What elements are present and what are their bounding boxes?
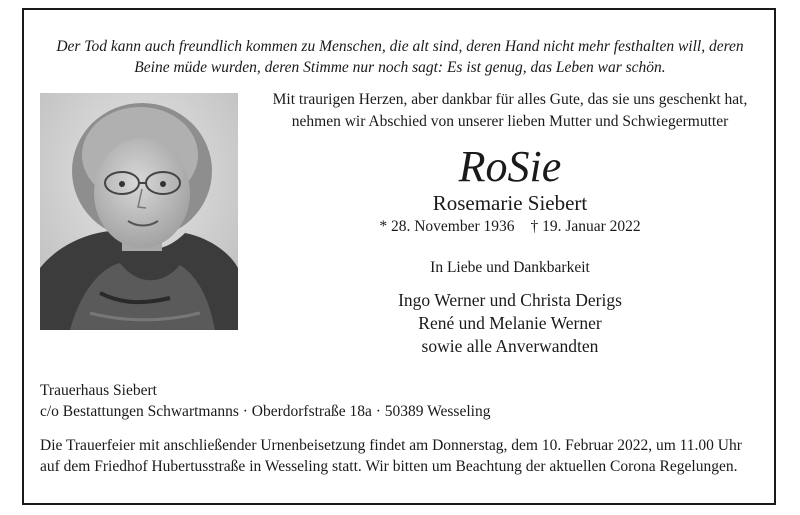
motto-line: Beine müde wurden, deren Stimme nur noch sagt: Es ist genug, das Leben war schön. <box>134 59 666 76</box>
mourner-line: René und Melanie Werner <box>418 313 602 333</box>
service-line: auf dem Friedhof Hubertusstraße in Wesseling statt. Wir bitten um Beachtung der aktuellen Corona Regelungen. <box>40 458 738 475</box>
birth-date: * 28. November 1936 <box>379 218 515 235</box>
motto-quote <box>40 36 760 78</box>
life-dates <box>250 216 770 238</box>
deceased-nickname: RoSie <box>458 142 562 191</box>
intro-line: nehmen wir Abschied von unserer lieben Mutter und Schwiegermutter <box>291 113 729 130</box>
funeral-service-info <box>40 435 770 477</box>
motto-line: Der Tod kann auch freundlich kommen zu Menschen, die alt sind, deren Hand nicht mehr festhalten will, deren <box>56 38 744 55</box>
mourner-line: sowie alle Anverwandten <box>421 336 599 356</box>
portrait-photo <box>40 93 238 330</box>
greeting: In Liebe und Dankbarkeit <box>430 259 590 276</box>
death-date: † 19. Januar 2022 <box>530 218 641 235</box>
mourners-list <box>250 289 770 358</box>
portrait-image <box>40 93 238 330</box>
deceased-full-name: Rosemarie Siebert <box>432 191 588 215</box>
mourning-address <box>40 380 760 422</box>
intro-text <box>250 89 770 133</box>
address-line: Trauerhaus Siebert <box>40 382 157 399</box>
address-line: c/o Bestattungen Schwartmanns · Oberdorfstraße 18a · 50389 Wesseling <box>40 403 491 420</box>
intro-line: Mit traurigen Herzen, aber dankbar für alles Gute, das sie uns geschenkt hat, <box>272 91 748 108</box>
mourner-line: Ingo Werner und Christa Derigs <box>398 290 622 310</box>
service-line: Die Trauerfeier mit anschließender Urnenbeisetzung findet am Donnerstag, dem 10. Februar 2022, um 11.00 Uhr <box>40 437 742 454</box>
